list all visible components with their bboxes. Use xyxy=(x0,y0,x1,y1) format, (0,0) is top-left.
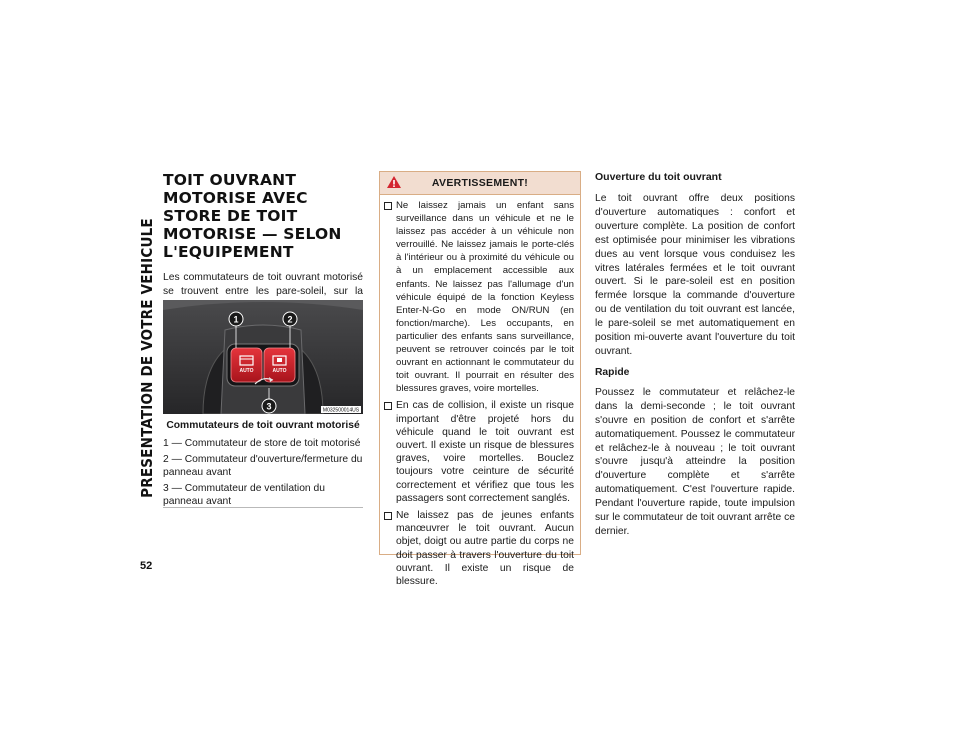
figure-legend xyxy=(163,437,363,511)
warning-title: AVERTISSEMENT! xyxy=(431,177,529,189)
page-number: 52 xyxy=(140,560,153,572)
warning-header xyxy=(380,172,580,195)
paragraph: Poussez le commutateur et relâchez-le dans la demi-seconde ; le toit ouvrant s'ouvre en position de confort et s'arrête automatiquement. Poussez le commutateur et relâchez-le à nouveau ; le toit ouvrant s'ouvre jusqu'à atteindre la position d'ouverture complète et s'arrête automatiquement. C'est l'ouverture rapide. Pendant l'ouverture rapide, toute impulsion sur le commutateur de toit ouvrant arrête ce dernier. xyxy=(595,386,795,537)
warning-item: En cas de collision, il existe un risque important d'être projeté hors du véhicule quand le toit ouvrant est ouvert. Il existe un risque de blessures graves, voire mortelles. Bouclez toujours votre ceinture de sécurité correctement et vérifiez que tous les passagers sont correctement sanglés. xyxy=(396,399,574,505)
warning-box xyxy=(379,171,581,588)
left-column xyxy=(163,171,363,313)
svg-text:3: 3 xyxy=(266,401,272,412)
sub-subheading: Rapide xyxy=(595,366,630,378)
subsection-heading: Ouverture du toit ouvrant xyxy=(595,171,722,183)
paragraph: Le toit ouvrant offre deux positions d'ouverture automatiques : confort et ouverture complète. La position de confort est optimisée pour minimiser les vibrations dues au vent lorsque vous conduisez les vitres latérales fermées et le toit ouvrant ouvert. Si le pare-soleil est en position fermée lorsque la commande d'ouverture ou de ventilation du toit ouvrant est lancée, le pare-soleil se met automatiquement en position mi-ouverte avant l'ouverture du toit ouvrant. xyxy=(595,193,795,357)
figure-caption: Commutateurs de toit ouvrant motorisé xyxy=(166,420,360,431)
section-side-tab xyxy=(136,172,158,544)
section-tab-label: PRESENTATION DE VOTRE VEHICULE xyxy=(138,218,156,498)
shade-auto-label: AUTO xyxy=(239,368,254,374)
warning-list xyxy=(380,195,580,588)
intro-paragraph: Les commutateurs de toit ouvrant motorisé se trouvent entre les pare-soleil, sur la xyxy=(163,272,363,297)
legend-divider xyxy=(163,507,363,508)
bullet-square-icon xyxy=(384,202,392,210)
legend-item: 2 — Commutateur d'ouverture/fermeture du panneau avant xyxy=(163,454,363,478)
sunroof-switches-illustration xyxy=(163,300,363,414)
warning-item: Ne laissez pas de jeunes enfants manœuvrer le toit ouvrant. Aucun objet, doigt ou autre partie du corps ne doit passer à travers l'ouverture du toit ouvrant. Il existe un risque de blessure. xyxy=(396,509,574,588)
right-column xyxy=(595,171,795,547)
panel-auto-label: AUTO xyxy=(272,368,287,374)
svg-text:2: 2 xyxy=(287,314,293,325)
section-title: TOIT OUVRANT MOTORISE AVEC STORE DE TOIT MOTORISE — SELON L'EQUIPEMENT xyxy=(163,171,342,261)
bullet-square-icon xyxy=(384,402,392,410)
svg-text:1: 1 xyxy=(233,314,239,325)
warning-item: Ne laissez jamais un enfant sans surveillance dans un véhicule et ne le laissez pas accéder à un véhicule non verrouillé. Ne laissez jamais le porte-clés à l'intérieur ou à proximité du véhicule ou à un emplacement accessible aux enfants. Ne laissez pas l'allumage d'un véhicule équipé de la fonction Keyless Enter-N-Go en mode ON/RUN (en fonction/marche). Les occupants, en particulier des enfants sans surveillance, peuvent se retrouver coincés par le toit ouvrant en actionnant le commutateur du toit ouvrant. Il pourrait en résulter des blessures graves, voire mortelles. xyxy=(396,199,574,395)
legend-item: 1 — Commutateur de store de toit motorisé xyxy=(163,438,361,449)
sunroof-switches-figure xyxy=(163,300,363,414)
legend-item: 3 — Commutateur de ventilation du panneau avant xyxy=(163,483,325,507)
bullet-square-icon xyxy=(384,512,392,520)
image-code: M032500014US xyxy=(322,407,360,414)
